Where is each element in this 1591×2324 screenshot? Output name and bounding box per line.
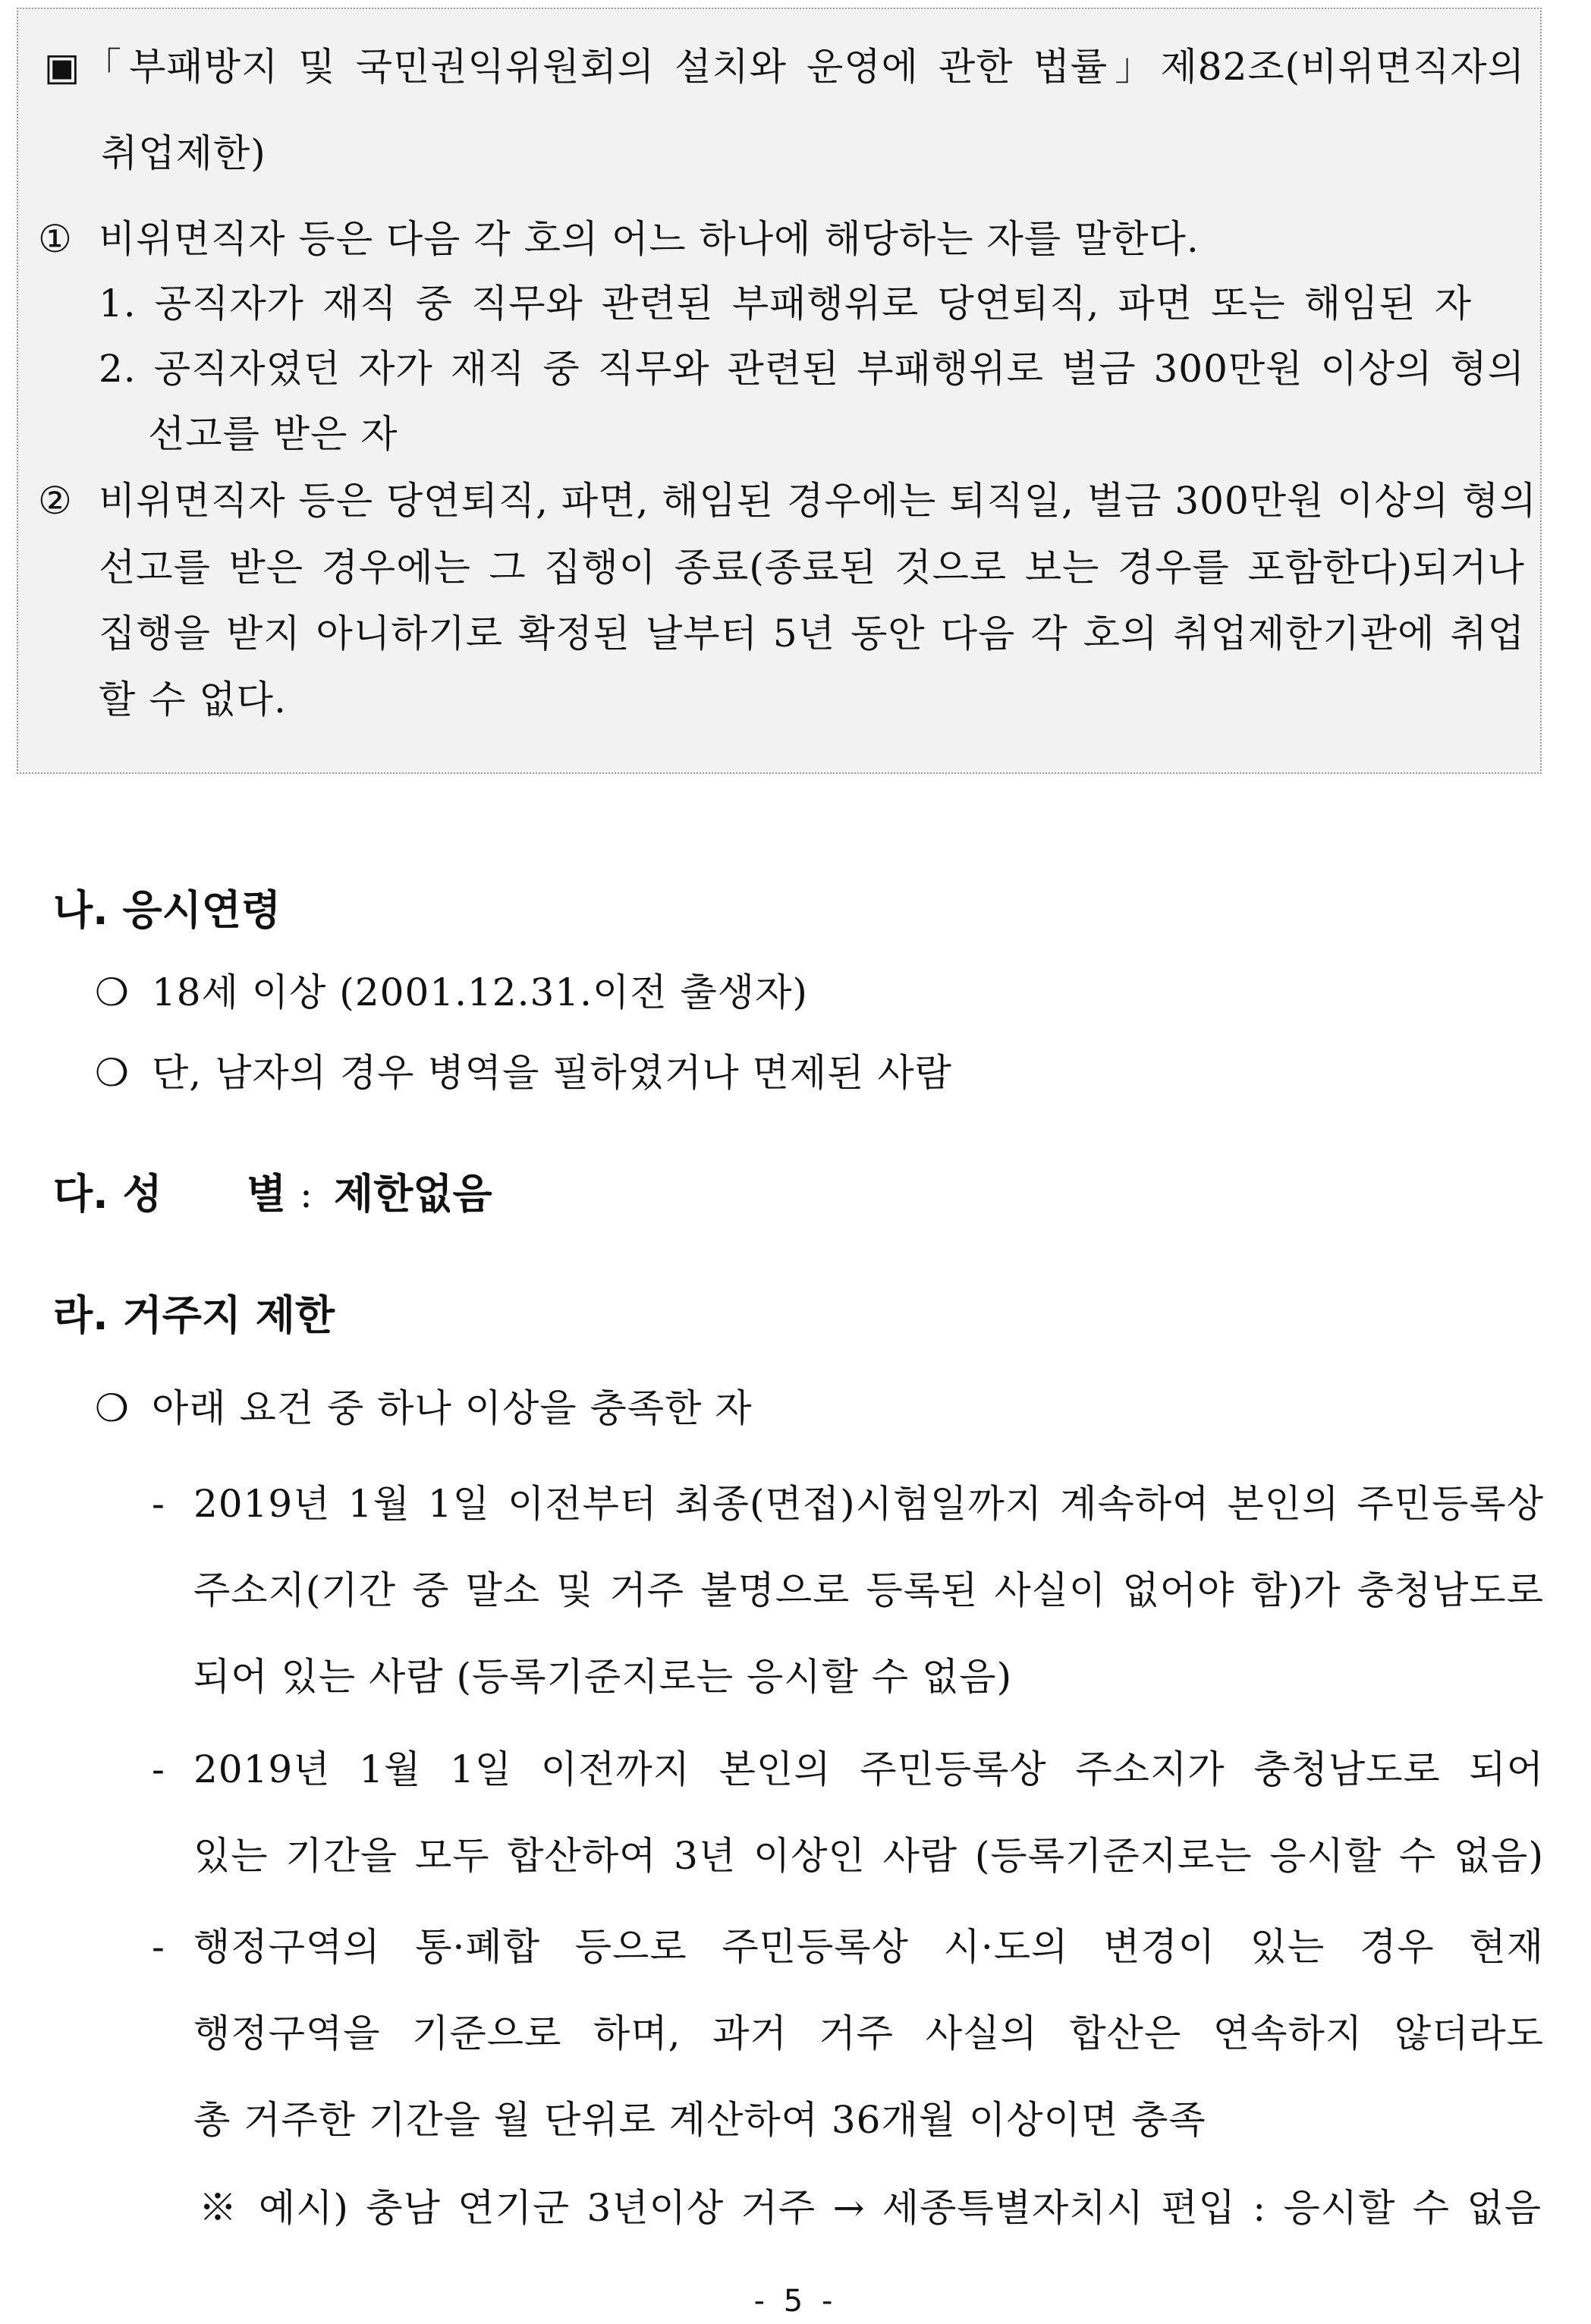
bullet-icon: ❍	[95, 1051, 130, 1095]
paragraph-2-line2: 선고를 받은 경우에는 그 집행이 종료(종료된 것으로 보는 경우를 포함한다)되거나	[99, 546, 1525, 590]
age-item-1: 18세 이상 (2001.12.31.이전 출생자)	[152, 970, 808, 1014]
section-heading-gender: 다. 성	[53, 1170, 162, 1218]
gender-colon: :	[300, 1172, 313, 1216]
residence-intro: 아래 요건 중 하나 이상을 충족한 자	[152, 1386, 753, 1430]
residence-req-3-line3: 총 거주한 기간을 월 단위로 계산하여 36개월 이상이면 충족	[193, 2098, 1206, 2142]
paragraph-2-line4: 할 수 없다.	[99, 678, 287, 722]
section-heading-age: 나. 응시연령	[53, 886, 281, 934]
residence-example-note: ※ 예시) 충남 연기군 3년이상 거주 → 세종특별자치시 편입 : 응시할 수 없음	[199, 2186, 1542, 2230]
residence-req-3-line1: 행정구역의 통·폐합 등으로 주민등록상 시·도의 변경이 있는 경우 현재	[193, 1925, 1544, 1969]
residence-req-1-line2: 주소지(기간 중 말소 및 거주 불명으로 등록된 사실이 없어야 함)가 충청남도로	[193, 1568, 1544, 1612]
law-title-line2: 취업제한)	[101, 131, 266, 175]
paragraph-2-line1: 비위면직자 등은 당연퇴직, 파면, 해임된 경우에는 퇴직일, 벌금 300만원 이상의 형의	[99, 479, 1537, 523]
dash-icon: -	[152, 1747, 165, 1791]
residence-req-3-line2: 행정구역을 기준으로 하며, 과거 거주 사실의 합산은 연속하지 않더라도	[193, 2011, 1544, 2055]
paragraph-1-marker: ①	[38, 217, 73, 261]
dash-icon: -	[152, 1925, 165, 1969]
paragraph-1-item-2-line2: 선고를 받은 자	[148, 412, 398, 456]
paragraph-1-item-2-line1: 2. 공직자였던 자가 재직 중 직무와 관련된 부패행위로 벌금 300만원 이상의 형의	[99, 347, 1525, 391]
gender-heading-char: 별	[247, 1170, 287, 1218]
law-title-line1: 「부패방지 및 국민권익위원회의 설치와 운영에 관한 법률」제82조(비위면직자의	[83, 45, 1525, 89]
residence-req-1-line1: 2019년 1월 1일 이전부터 최종(면접)시험일까지 계속하여 본인의 주민등록상	[193, 1482, 1544, 1526]
residence-req-2-line2: 있는 기간을 모두 합산하여 3년 이상인 사람 (등록기준지로는 응시할 수 없음)	[193, 1834, 1544, 1878]
paragraph-2-marker: ②	[38, 479, 73, 523]
bullet-icon: ❍	[95, 1386, 130, 1430]
residence-req-2-line1: 2019년 1월 1일 이전까지 본인의 주민등록상 주소지가 충청남도로 되어	[193, 1747, 1544, 1791]
gender-value: 제한없음	[334, 1170, 492, 1218]
law-box-marker: ▣	[44, 45, 81, 89]
dash-icon: -	[152, 1482, 165, 1526]
age-item-2: 단, 남자의 경우 병역을 필하였거나 면제된 사람	[152, 1051, 952, 1095]
bullet-icon: ❍	[95, 970, 130, 1014]
paragraph-1-text: 비위면직자 등은 다음 각 호의 어느 하나에 해당하는 자를 말한다.	[99, 217, 1200, 261]
page-number: - 5 -	[753, 2284, 838, 2319]
paragraph-1-item-1: 1. 공직자가 재직 중 직무와 관련된 부패행위로 당연퇴직, 파면 또는 해임된 자	[99, 281, 1472, 325]
residence-req-1-line3: 되어 있는 사람 (등록기준지로는 응시할 수 없음)	[193, 1655, 1013, 1699]
section-heading-residence: 라. 거주지 제한	[53, 1291, 335, 1339]
paragraph-2-line3: 집행을 받지 아니하기로 확정된 날부터 5년 동안 다음 각 호의 취업제한기관에 취업	[99, 612, 1525, 656]
